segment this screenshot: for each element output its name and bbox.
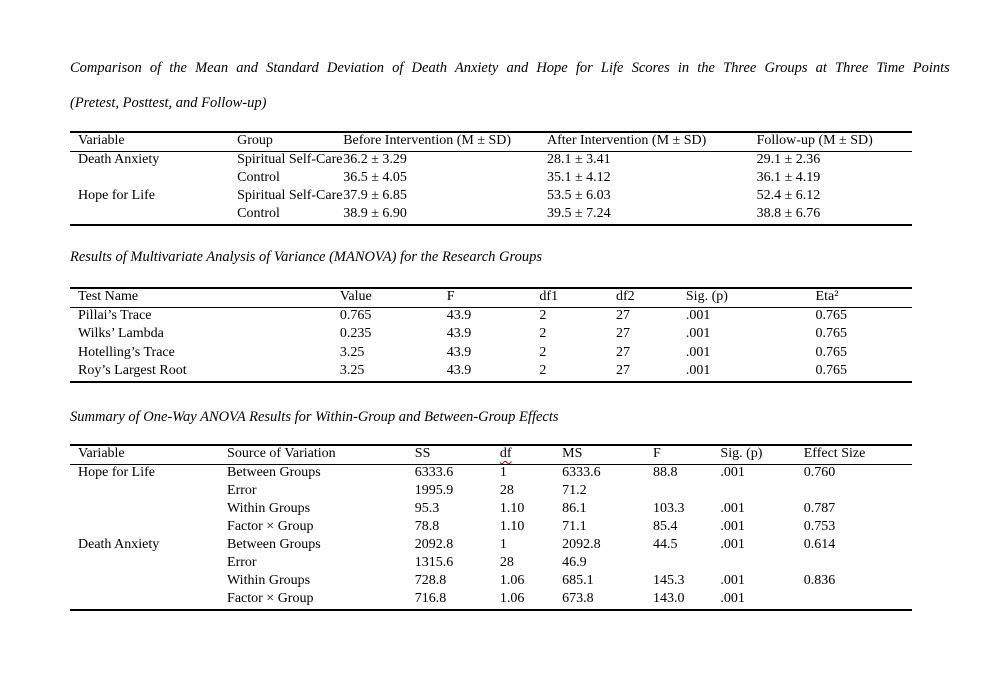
table-cell: 37.9 ± 6.85 xyxy=(343,188,407,203)
table-cell xyxy=(70,501,219,519)
column-header: F xyxy=(446,289,455,304)
table-cell: Spiritual Self-Care xyxy=(237,188,343,203)
header-row xyxy=(70,132,912,152)
table-cell: 6333.6 xyxy=(562,465,601,480)
table-cell xyxy=(70,206,229,225)
table-row xyxy=(70,573,912,591)
column-header: Effect Size xyxy=(803,446,866,461)
table-row xyxy=(70,308,912,327)
table2-caption-line1: Results of Multivariate Analysis of Variance (MANOVA) for the Research Groups xyxy=(70,249,542,265)
table-cell: 0.614 xyxy=(803,537,836,552)
table-cell: 2092.8 xyxy=(562,537,601,552)
table-cell: Spiritual Self-Care xyxy=(237,152,343,167)
table-cell xyxy=(70,573,219,591)
table-cell: .001 xyxy=(720,501,745,516)
table-cell: .001 xyxy=(685,344,711,360)
column-header: Variable xyxy=(78,446,125,461)
table-row xyxy=(70,206,912,225)
table-cell: 27 xyxy=(616,308,631,323)
table-row xyxy=(70,344,912,362)
column-header: F xyxy=(653,446,661,461)
table-row xyxy=(70,152,912,171)
table-row xyxy=(70,501,912,519)
table-cell: 43.9 xyxy=(446,326,472,342)
table-cell xyxy=(645,555,712,573)
table-cell: Death Anxiety xyxy=(78,537,160,552)
table-cell: 2 xyxy=(539,308,547,323)
table-row xyxy=(70,363,912,382)
table-cell: Wilks’ Lambda xyxy=(78,326,164,342)
table-row xyxy=(70,591,912,610)
table-cell: 36.5 ± 4.05 xyxy=(343,170,407,185)
table-cell: Between Groups xyxy=(227,465,321,480)
column-header: MS xyxy=(562,446,583,461)
table-cell: .001 xyxy=(720,591,745,606)
table-cell xyxy=(796,591,912,610)
table-cell: 43.9 xyxy=(446,344,472,360)
table-cell: 88.8 xyxy=(653,465,678,480)
table1-caption-line1: Comparison of the Mean and Standard Deviation of Death Anxiety and Hope for Life Scores in the Three Groups at Three Time Points xyxy=(70,60,950,76)
misspelled-column-header: df xyxy=(499,446,512,461)
table-cell: .001 xyxy=(720,537,745,552)
table-cell: .001 xyxy=(720,465,745,480)
column-header: Follow-up (M ± SD) xyxy=(756,133,873,148)
table-row xyxy=(70,326,912,344)
table-cell: Factor × Group xyxy=(227,591,314,606)
table-cell: Hope for Life xyxy=(78,465,155,480)
column-header: df2 xyxy=(616,289,635,304)
table-cell: 2 xyxy=(539,326,547,342)
table-cell: Error xyxy=(227,483,257,498)
table-cell xyxy=(796,555,912,573)
table2-caption xyxy=(70,240,922,275)
table-row xyxy=(70,170,912,188)
table-cell: .001 xyxy=(720,573,745,588)
column-header: SS xyxy=(414,446,431,461)
table-cell: 0.765 xyxy=(815,326,848,342)
table-cell: 28 xyxy=(499,483,514,498)
table-cell: 38.9 ± 6.90 xyxy=(343,206,407,221)
table-cell: 1.06 xyxy=(499,591,525,606)
table-cell: .001 xyxy=(685,308,711,323)
table-cell xyxy=(712,555,795,573)
column-header: Sig. (p) xyxy=(685,289,728,304)
column-header: After Intervention (M ± SD) xyxy=(546,133,707,148)
table-row xyxy=(70,537,912,555)
table-cell: 36.1 ± 4.19 xyxy=(756,170,821,185)
table-cell: 6333.6 xyxy=(414,465,454,480)
table-cell: Control xyxy=(237,170,280,185)
table-cell: 1995.9 xyxy=(414,483,454,498)
table-cell xyxy=(70,170,229,188)
table-cell: 27 xyxy=(616,362,631,378)
table-cell xyxy=(796,483,912,501)
table-cell: .001 xyxy=(685,326,711,342)
header-row xyxy=(70,445,912,465)
table-cell: 53.5 ± 6.03 xyxy=(546,188,611,203)
table-cell: 143.0 xyxy=(653,591,685,606)
table-cell xyxy=(70,483,219,501)
table-cell: 0.765 xyxy=(815,308,848,323)
table-cell: 0.765 xyxy=(815,344,848,360)
table-cell: 78.8 xyxy=(414,519,440,534)
table-cell: 27 xyxy=(616,344,631,360)
anova-summary-table xyxy=(70,444,912,611)
table-cell: 71.2 xyxy=(562,483,587,498)
table-cell: 38.8 ± 6.76 xyxy=(756,206,821,221)
table-cell: Error xyxy=(227,555,257,570)
table-cell: 3.25 xyxy=(339,362,365,378)
table-cell: Control xyxy=(237,206,280,221)
table-cell xyxy=(645,483,712,501)
table-cell: 1 xyxy=(499,537,507,552)
table-cell: 1.06 xyxy=(499,573,525,588)
table-cell: 2 xyxy=(539,344,547,360)
table-cell: 0.235 xyxy=(339,326,372,342)
table-cell: 0.836 xyxy=(803,573,836,588)
table-cell: Hotelling’s Trace xyxy=(78,344,175,360)
table-cell: 43.9 xyxy=(446,362,472,378)
table-cell: 44.5 xyxy=(653,537,678,552)
table-row xyxy=(70,483,912,501)
table-cell: Between Groups xyxy=(227,537,321,552)
table1-caption xyxy=(70,51,950,121)
column-header: Test Name xyxy=(78,289,139,304)
table-cell: 28 xyxy=(499,555,514,570)
table-cell: 2 xyxy=(539,362,547,378)
table-cell: 85.4 xyxy=(653,519,678,534)
column-header: Source of Variation xyxy=(227,446,336,461)
table-cell: 1.10 xyxy=(499,501,525,516)
table-cell: 27 xyxy=(616,326,631,342)
table-cell: 145.3 xyxy=(653,573,685,588)
column-header: Value xyxy=(339,289,372,304)
column-header xyxy=(492,445,554,465)
table-cell: 36.2 ± 3.29 xyxy=(343,152,407,167)
table-cell: 2092.8 xyxy=(414,537,454,552)
table-cell: 1315.6 xyxy=(414,555,454,570)
table-cell: .001 xyxy=(685,362,711,378)
table-cell: 0.760 xyxy=(803,465,836,480)
table-cell: .001 xyxy=(720,519,745,534)
table-cell: 86.1 xyxy=(562,501,587,516)
column-header: Eta² xyxy=(815,289,839,304)
table-cell: 685.1 xyxy=(562,573,594,588)
table-cell: 3.25 xyxy=(339,344,365,360)
table-cell xyxy=(70,591,219,610)
table-cell: Factor × Group xyxy=(227,519,314,534)
table-row xyxy=(70,555,912,573)
table-cell: 43.9 xyxy=(446,308,472,323)
descriptive-statistics-table xyxy=(70,131,912,226)
table-cell: 0.753 xyxy=(803,519,836,534)
table-row xyxy=(70,519,912,537)
table1-caption-line2: (Pretest, Posttest, and Follow-up) xyxy=(70,95,267,111)
table3-caption xyxy=(70,400,922,435)
table-cell: 1 xyxy=(499,465,507,480)
table-cell: 1.10 xyxy=(499,519,525,534)
table-cell: Hope for Life xyxy=(78,188,155,203)
table-cell xyxy=(70,519,219,537)
column-header: df1 xyxy=(539,289,559,304)
table-cell: Within Groups xyxy=(227,501,311,516)
table-cell: 28.1 ± 3.41 xyxy=(546,152,611,167)
column-header: Before Intervention (M ± SD) xyxy=(343,133,512,148)
table-cell: 71.1 xyxy=(562,519,587,534)
column-header: Group xyxy=(237,133,273,148)
table-cell: 0.787 xyxy=(803,501,836,516)
table-cell: 103.3 xyxy=(653,501,685,516)
table-cell: 0.765 xyxy=(815,362,848,378)
table-cell xyxy=(70,555,219,573)
table-cell: 29.1 ± 2.36 xyxy=(756,152,821,167)
table-cell: 728.8 xyxy=(414,573,447,588)
table-cell: 52.4 ± 6.12 xyxy=(756,188,821,203)
table-cell: 95.3 xyxy=(414,501,440,516)
table-cell: 673.8 xyxy=(562,591,594,606)
table-row xyxy=(70,188,912,206)
table-cell: 716.8 xyxy=(414,591,447,606)
column-header: Sig. (p) xyxy=(720,446,763,461)
table-cell xyxy=(712,483,795,501)
table-row xyxy=(70,465,912,484)
column-header: Variable xyxy=(78,133,125,148)
table-cell: Roy’s Largest Root xyxy=(78,362,187,378)
table-cell: Pillai’s Trace xyxy=(78,308,152,323)
table-cell: Within Groups xyxy=(227,573,311,588)
manova-results-table xyxy=(70,287,912,383)
header-row xyxy=(70,288,912,308)
table-cell: 35.1 ± 4.12 xyxy=(546,170,611,185)
table3-caption-line1: Summary of One-Way ANOVA Results for Within-Group and Between-Group Effects xyxy=(70,409,559,425)
table-cell: 46.9 xyxy=(562,555,587,570)
table-cell: Death Anxiety xyxy=(78,152,160,167)
table-cell: 0.765 xyxy=(339,308,372,323)
table-cell: 39.5 ± 7.24 xyxy=(546,206,611,221)
